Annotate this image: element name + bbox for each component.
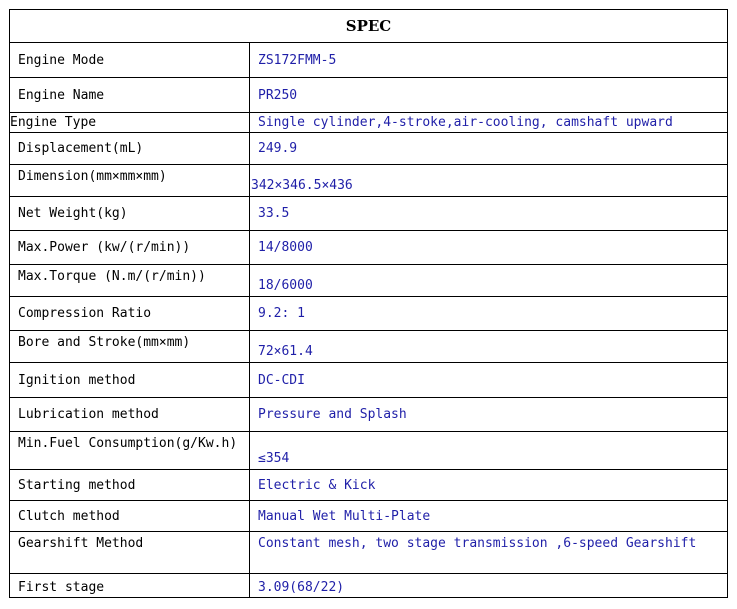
spec-label: Net Weight(kg): [10, 197, 250, 231]
spec-value: 342×346.5×436: [250, 165, 728, 197]
spec-label: Compression Ratio: [10, 297, 250, 331]
table-row: [10, 574, 728, 598]
table-row: [10, 532, 728, 574]
spec-value: PR250: [250, 78, 728, 113]
spec-value: Constant mesh, two stage transmission ,6-speed Gearshift: [250, 532, 728, 574]
spec-value: Single cylinder,4-stroke,air-cooling, camshaft upward: [250, 113, 728, 133]
table-row: [10, 398, 728, 432]
table-row: [10, 265, 728, 297]
table-row: [10, 133, 728, 165]
spec-value: 33.5: [250, 197, 728, 231]
spec-value: DC-CDI: [250, 363, 728, 398]
spec-label: Displacement(mL): [10, 133, 250, 165]
spec-value: ZS172FMM-5: [250, 43, 728, 78]
table-row: [10, 363, 728, 398]
spec-label: Engine Type: [10, 113, 250, 133]
spec-table: [9, 9, 728, 598]
spec-title: SPEC: [10, 10, 728, 43]
spec-value: 9.2: 1: [250, 297, 728, 331]
table-row: [10, 432, 728, 470]
table-row: [10, 43, 728, 78]
table-row: [10, 165, 728, 197]
spec-value: Electric & Kick: [250, 470, 728, 501]
spec-value: Pressure and Splash: [250, 398, 728, 432]
spec-value: ≤354: [250, 432, 728, 470]
table-row: [10, 197, 728, 231]
spec-value: 18/6000: [250, 265, 728, 297]
spec-label: Max.Torque (N.m/(r/min)): [10, 265, 250, 297]
spec-value: 72×61.4: [250, 331, 728, 363]
spec-label: Dimension(mm×mm×mm): [10, 165, 250, 197]
spec-value: 3.09(68/22): [250, 574, 728, 598]
spec-label: Min.Fuel Consumption(g/Kw.h): [10, 432, 250, 470]
spec-label: Engine Name: [10, 78, 250, 113]
spec-label: Starting method: [10, 470, 250, 501]
table-row: [10, 113, 728, 133]
spec-label: First stage: [10, 574, 250, 598]
spec-label: Ignition method: [10, 363, 250, 398]
spec-header-row: [10, 10, 728, 43]
table-row: [10, 297, 728, 331]
table-row: [10, 231, 728, 265]
spec-label: Gearshift Method: [10, 532, 250, 574]
spec-label: Lubrication method: [10, 398, 250, 432]
table-row: [10, 78, 728, 113]
table-row: [10, 470, 728, 501]
spec-value: Manual Wet Multi-Plate: [250, 501, 728, 532]
table-row: [10, 501, 728, 532]
spec-label: Clutch method: [10, 501, 250, 532]
table-row: [10, 331, 728, 363]
spec-label: Max.Power (kw/(r/min)): [10, 231, 250, 265]
spec-value: 249.9: [250, 133, 728, 165]
spec-value: 14/8000: [250, 231, 728, 265]
spec-label: Engine Mode: [10, 43, 250, 78]
spec-label: Bore and Stroke(mm×mm): [10, 331, 250, 363]
